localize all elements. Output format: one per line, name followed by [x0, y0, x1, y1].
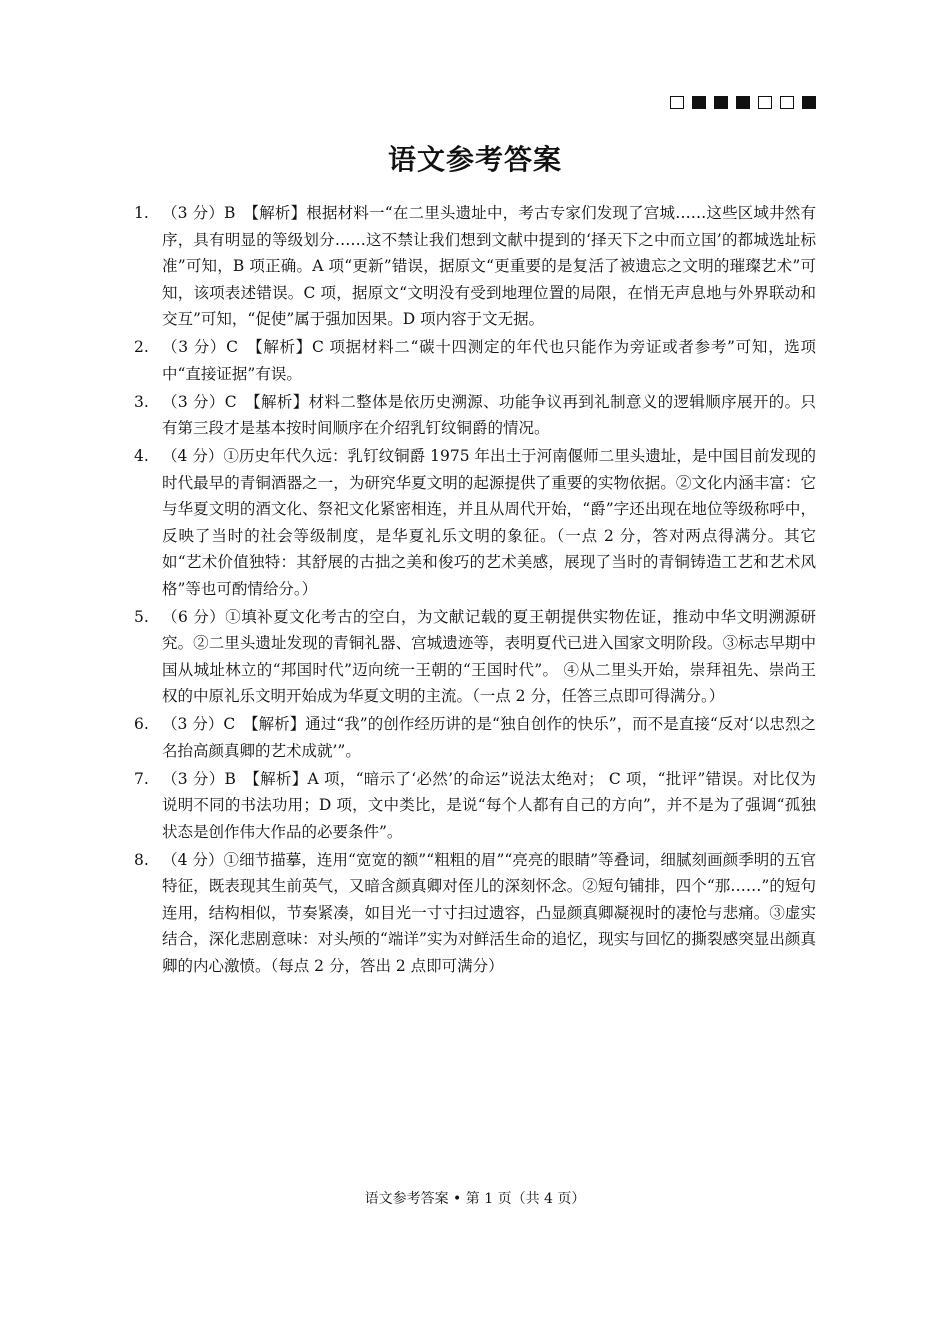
code-box-1	[670, 96, 684, 109]
exam-code-boxes	[670, 96, 816, 109]
answer-list	[134, 200, 816, 981]
answer-item-2	[134, 334, 816, 387]
code-box-7	[802, 96, 816, 109]
answer-number: 2.	[134, 338, 149, 356]
page-title: 语文参考答案	[387, 143, 562, 176]
answer-number: 6.	[134, 715, 149, 733]
code-box-2	[692, 96, 706, 109]
answer-text: （3 分）C 【解析】通过“我”的创作经历讲的是“独自创作的快乐”，而不是直接“反对‘以忠烈之名抬高颜真卿的艺术成就’”。	[162, 715, 816, 760]
answer-item-1	[134, 200, 816, 333]
answer-text: （3 分）B 【解析】A 项，“暗示了‘必然’的命运”说法太绝对； C 项，“批评”错误。对比仅为说明不同的书法功用；D 项，文中类比，是说“每个人都有自己的方向”，并不是为了强调“孤独状态是创作伟大作品的必要条件”。	[162, 769, 816, 841]
answer-text: （4 分）①细节描摹，连用“宽宽的额”“粗粗的眉”“亮亮的眼睛”等叠词，细腻刻画颜季明的五官特征，既表现其生前英气，又暗含颜真卿对侄儿的深刻怀念。②短句铺排，四个“那……”的短句连用，结构相似，节奏紧凑，如目光一寸寸扫过遗容，凸显颜真卿凝视时的凄怆与悲痛。③虚实结合，深化悲剧意味：对头颅的“端详”实为对鲜活生命的追忆，现实与回忆的撕裂感突显出颜真卿的内心激愤。（每点 2 分，答出 2 点即可满分）	[162, 850, 816, 975]
code-box-6	[780, 96, 794, 109]
answer-item-5	[134, 604, 816, 710]
answer-text: （3 分）B 【解析】根据材料一“在二里头遗址中，考古专家们发现了宫城……这些区域井然有序，具有明显的等级划分……这不禁让我们想到文献中提到的‘择天下之中而立国’的都城选址标准”可知，B 项正确。A 项“更新”错误，据原文“更重要的是复活了被遗忘之文明的璀璨艺术”可知，该项表述错误。C 项，据原文“文明没有受到地理位置的局限，在悄无声息地与外界联动和交互”可知，“促使”属于强加因果。D 项内容于文无据。	[162, 204, 816, 328]
answer-number: 8.	[134, 850, 149, 869]
answer-number: 4.	[134, 447, 149, 465]
answer-item-8	[134, 847, 816, 980]
answer-item-7	[134, 766, 816, 846]
answer-number: 7.	[134, 769, 149, 788]
answer-number: 1.	[134, 204, 149, 222]
code-box-4	[736, 96, 750, 109]
answer-text: （6 分）①填补夏文化考古的空白，为文献记载的夏王朝提供实物佐证，推动中华文明溯源研究。②二里头遗址发现的青铜礼器、宫城遗迹等，表明夏代已进入国家文明阶段。③标志早期中国从城址林立的“邦国时代”迈向统一王朝的“王国时代”。 ④从二里头开始，崇拜祖先、崇尚王权的中原礼乐文明开始成为华夏文明的主流。（一点 2 分，任答三点即可得满分。）	[162, 607, 816, 705]
answer-item-3	[134, 389, 816, 442]
answer-text: （3 分）C 【解析】C 项据材料二“碳十四测定的年代也只能作为旁证或者参考”可知，选项中“直接证据”有误。	[162, 338, 816, 383]
code-box-3	[714, 96, 728, 109]
answer-number: 5.	[134, 607, 149, 626]
code-box-5	[758, 96, 772, 109]
page-footer: 语文参考答案 • 第 1 页（共 4 页）	[364, 1191, 586, 1207]
answer-item-4	[134, 443, 816, 602]
answer-item-6	[134, 711, 816, 764]
answer-text: （3 分）C 【解析】材料二整体是依历史溯源、功能争议再到礼制意义的逻辑顺序展开的。只有第三段才是基本按时间顺序在介绍乳钉纹铜爵的情况。	[162, 392, 816, 437]
answer-text: （4 分）①历史年代久远：乳钉纹铜爵 1975 年出土于河南偃师二里头遗址，是中国目前发现的时代最早的青铜酒器之一，为研究华夏文明的起源提供了重要的实物依据。②文化内涵丰富：它与华夏文明的酒文化、祭祀文化紧密相连，并且从周代开始，“爵”字还出现在地位等级称呼中，反映了当时的社会等级制度，是华夏礼乐文明的象征。（一点 2 分，答对两点得满分。其它如“艺术价值独特：其舒展的古拙之美和俊巧的艺术美感，展现了当时的青铜铸造工艺和艺术风格”等也可酌情给分。）	[162, 447, 816, 598]
answer-number: 3.	[134, 392, 149, 411]
